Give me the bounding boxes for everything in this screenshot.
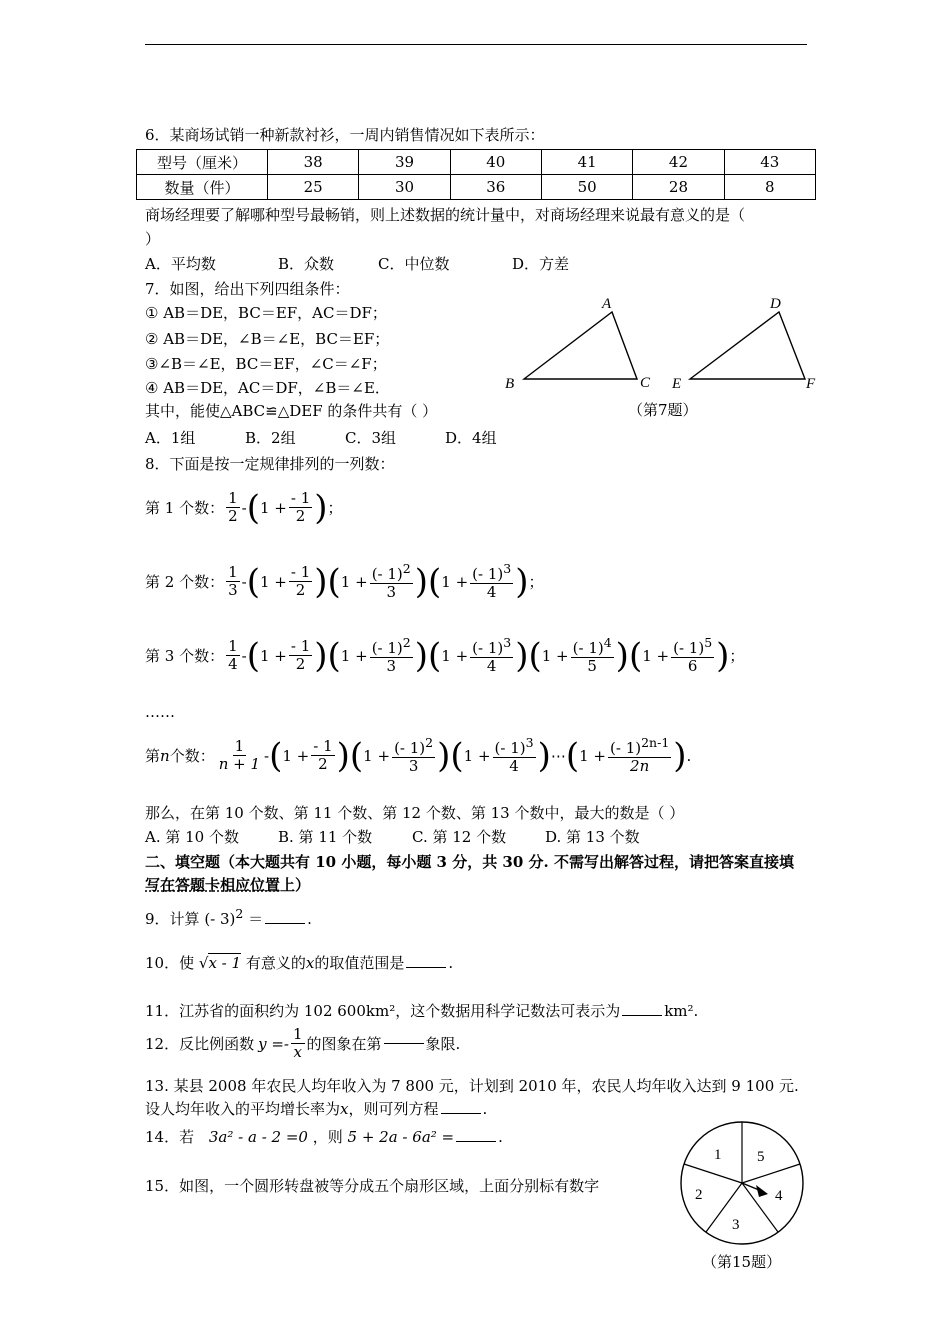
table-cell: 25 — [268, 175, 359, 200]
q7-caption: （第7题） — [628, 401, 698, 419]
q9-expression: (- 3) — [204, 910, 236, 928]
q9-exponent: 2 — [235, 906, 244, 921]
q8-option-d: D. 第 13 个数 — [545, 828, 640, 846]
q9-end: . — [307, 910, 312, 928]
q10-radicand: x - 1 — [208, 954, 242, 972]
q7-option-c: C．3组 — [345, 429, 397, 447]
table-cell: 42 — [633, 150, 724, 175]
vertex-c: C — [640, 375, 651, 391]
triangle-def — [690, 312, 805, 379]
q6-question-end: ） — [145, 230, 161, 248]
table-cell: 40 — [450, 150, 541, 175]
q11-end: km². — [664, 1002, 699, 1020]
table-head-count: 数量（件） — [137, 175, 268, 200]
q7-question: 其中，能使△ABC≌△DEF 的条件共有（ ） — [145, 402, 438, 420]
sector-divider — [684, 1164, 742, 1183]
q8-ellipsis: …… — [145, 703, 175, 721]
sector-label-1: 1 — [714, 1147, 722, 1163]
q7-triangles-figure — [500, 290, 830, 400]
table-cell: 28 — [633, 175, 724, 200]
q8-row-1: 第 1 个数： $\frac{1}{2}$ - ( 1 + $\frac{- 1}{2}$ ) ； — [145, 487, 343, 528]
q13-text-2: ，则可列方程 — [348, 1100, 439, 1118]
section-2-heading-line2 — [145, 876, 310, 894]
fraction: $\frac{- 1}{2}$ — [290, 489, 311, 526]
q13-line-1: 13. 某县 2008 年农民人均年收入为 7 800 元，计划到 2010 年，农民人均年收入达到 9 100 元. — [145, 1077, 799, 1095]
q6-option-d: D．方差 — [512, 255, 570, 273]
q8-row-3-label: 第 3 个数： — [145, 646, 225, 665]
vertex-b: B — [505, 376, 515, 392]
fraction: $\frac{1}{2}$ — [228, 489, 238, 526]
table-cell: 50 — [541, 175, 632, 200]
table-row — [137, 175, 816, 200]
q9-answer-blank[interactable] — [265, 923, 305, 924]
q7-cond-3: ③∠B＝∠E，BC＝EF，∠C＝∠F； — [145, 355, 387, 373]
q9 — [145, 906, 312, 928]
q10 — [145, 954, 453, 972]
q10-end: . — [448, 954, 454, 972]
q12-label: 12．反比例函数 — [145, 1034, 255, 1053]
q12-answer-blank[interactable] — [384, 1043, 424, 1044]
table-cell: 41 — [541, 150, 632, 175]
q14-expression: 5 + 2a - 6a² = — [347, 1128, 455, 1146]
q6-stem: 6．某商场试销一种新款衬衫，一周内销售情况如下表所示： — [145, 126, 545, 144]
vertex-a: A — [602, 296, 612, 312]
q14-text: ，则 — [312, 1128, 343, 1146]
header-rule — [145, 44, 807, 45]
q10-radical: √x - 1 — [198, 954, 242, 972]
q14-label: 14．若 — [145, 1128, 195, 1146]
q7-stem: 7．如图，给出下列四组条件： — [145, 280, 350, 298]
q14-condition: 3a² - a - 2 =0 — [208, 1128, 308, 1146]
table-cell: 30 — [359, 175, 450, 200]
q7-cond-1: ① AB＝DE，BC＝EF，AC＝DF； — [145, 304, 387, 322]
spinner-figure — [676, 1117, 816, 1249]
vertex-e: E — [672, 376, 682, 392]
sector-divider — [742, 1164, 800, 1183]
table-cell: 38 — [268, 150, 359, 175]
q8-row-3: 第 3 个数： $\frac{1}{4}$ - ( 1 + $\frac{- 1}{2}$ ) ( 1 + $\frac{(- 1)^2}{3}$ ) ( 1 + $\frac{(- 1)^3}{4}$ ) ( 1 + $\frac{(- 1)^4}{5}$ ) ( 1 + $\frac{(- 1)^5}{6}$ ) ； — [145, 635, 745, 676]
sector-label-3: 3 — [732, 1217, 740, 1233]
sector-label-2: 2 — [695, 1187, 703, 1203]
section-2-emphasis: 写在答题卡相应位置 — [145, 876, 281, 894]
q13-line-2 — [145, 1100, 487, 1118]
fraction — [291, 1026, 305, 1062]
q12-end: 象限. — [425, 1034, 461, 1053]
q14-answer-blank[interactable] — [456, 1141, 496, 1142]
q15-text: 15．如图，一个圆形转盘被等分成五个扇形区域，上面分别标有数字 — [145, 1177, 600, 1195]
q8-option-a: A. 第 10 个数 — [145, 828, 239, 846]
q8-stem: 8．下面是按一定规律排列的一列数： — [145, 455, 395, 473]
vertex-f: F — [806, 376, 816, 392]
q11-text: 11．江苏省的面积约为 102 600km²，这个数据用科学记数法可表示为 — [145, 1002, 621, 1020]
q10-text-2: 的取值范围是 — [314, 954, 405, 972]
q13-end: . — [482, 1100, 488, 1118]
table-row — [137, 150, 816, 175]
q6-option-c: C．中位数 — [378, 255, 450, 273]
triangle-abc — [524, 312, 637, 379]
q8-row-2-label: 第 2 个数： — [145, 572, 225, 591]
q10-answer-blank[interactable] — [406, 967, 446, 968]
section-2-heading: 二、填空题（本大题共有 10 小题，每小题 3 分，共 30 分. 不需写出解答过程，请把答案直接填 — [145, 853, 794, 871]
q11-answer-blank[interactable] — [622, 1015, 662, 1016]
q7-cond-2: ② AB＝DE，∠B＝∠E，BC＝EF； — [145, 330, 390, 348]
q12-function: y =- — [258, 1034, 289, 1053]
q13-text: 设人均年收入的平均增长率为 — [145, 1100, 341, 1118]
q6-option-b: B．众数 — [278, 255, 335, 273]
q7-option-d: D．4组 — [445, 429, 497, 447]
q13-variable: x — [340, 1100, 349, 1118]
sales-table — [136, 149, 816, 200]
sector-label-4: 4 — [775, 1188, 783, 1204]
q12-numerator: 1 — [292, 1025, 303, 1043]
q9-equals: ＝ — [248, 910, 264, 928]
q14 — [145, 1128, 503, 1146]
q8-row-n-label-n: n — [160, 746, 170, 765]
q8-row-1-label: 第 1 个数： — [145, 498, 225, 517]
q8-option-b: B. 第 11 个数 — [278, 828, 373, 846]
q7-option-a: A．1组 — [145, 429, 196, 447]
q8-question: 那么，在第 10 个数、第 11 个数、第 12 个数、第 13 个数中，最大的数是（ ） — [145, 804, 685, 822]
q15-caption: （第15题） — [702, 1253, 782, 1271]
q10-text: 有意义的 — [245, 954, 306, 972]
q12-text: 的图象在第 — [306, 1034, 382, 1053]
q10-label: 10．使 — [145, 954, 195, 972]
section-2-heading-end: 上） — [280, 876, 311, 894]
q11 — [145, 1002, 698, 1020]
table-cell: 8 — [724, 175, 815, 200]
q14-end: . — [498, 1128, 503, 1146]
table-cell: 36 — [450, 175, 541, 200]
sector-label-5: 5 — [757, 1149, 765, 1165]
q8-row-n-label-b: 个数： — [169, 746, 215, 765]
q7-option-b: B．2组 — [245, 429, 296, 447]
q9-label: 9．计算 — [145, 910, 200, 928]
arrow-icon — [756, 1185, 768, 1197]
q13-answer-blank[interactable] — [441, 1113, 481, 1114]
q8-row-2: 第 2 个数： $\frac{1}{3}$ - ( 1 + $\frac{- 1}{2}$ ) ( 1 + $\frac{(- 1)^2}{3}$ ) ( 1 + $\frac{(- 1)^3}{4}$ ) ； — [145, 561, 544, 602]
q8-row-n: 第 n 个数： $\frac{1}{n + 1}$ - ( 1 + $\frac{- 1}{2}$ ) ( 1 + $\frac{(- 1)^2}{3}$ ) ( 1 + $\frac{(- 1)^3}{4}$ ) ⋯ ( 1 + $\frac{(- 1)^{2n-1}}{2n}$ ) . — [145, 735, 692, 776]
q10-variable: x — [305, 954, 315, 972]
q8-option-c: C. 第 12 个数 — [412, 828, 507, 846]
q6-option-a: A．平均数 — [145, 255, 216, 273]
table-cell: 39 — [359, 150, 450, 175]
q6-question: 商场经理要了解哪种型号最畅销，则上述数据的统计量中，对商场经理来说最有意义的是（ — [145, 206, 746, 224]
q12 — [145, 1026, 460, 1062]
table-head-size: 型号（厘米） — [137, 150, 268, 175]
q8-row-n-label-a: 第 — [145, 746, 161, 765]
q7-cond-4: ④ AB＝DE，AC＝DF，∠B＝∠E． — [145, 379, 390, 397]
vertex-d: D — [770, 296, 781, 312]
table-cell: 43 — [724, 150, 815, 175]
q12-denominator: x — [293, 1043, 302, 1062]
